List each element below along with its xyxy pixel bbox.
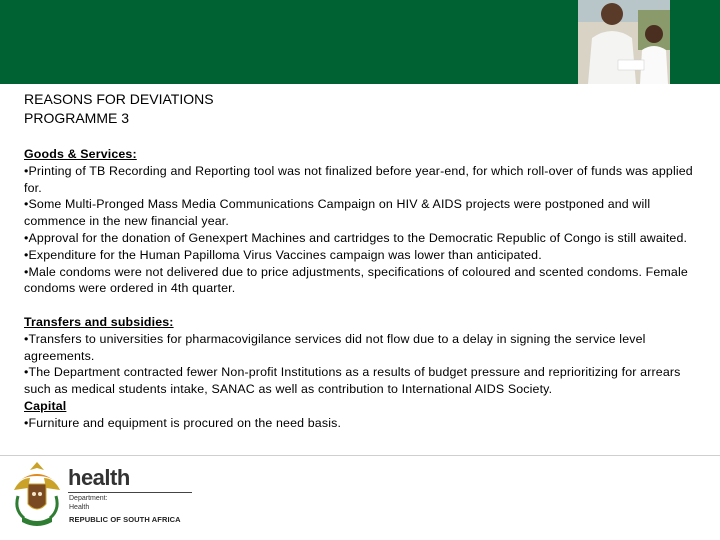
logo-rule (68, 492, 192, 493)
coat-of-arms-icon (10, 460, 64, 528)
transfers-heading: Transfers and subsidies: (24, 314, 174, 329)
footer-divider (0, 455, 720, 456)
title-line-1: REASONS FOR DEVIATIONS (24, 91, 214, 107)
goods-heading: Goods & Services: (24, 147, 137, 161)
capital-item: •Furniture and equipment is procured on the need basis. (24, 415, 342, 430)
transfers-item: •The Department contracted fewer Non-profit Institutions as a results of budget pressure and reprioritizing for arrears such as medical students intake, SANAC as well as contribution to International AIDS Society. (24, 365, 681, 397)
logo-department-label: Department: (69, 495, 108, 502)
logo-republic-label: REPUBLIC OF SOUTH AFRICA (69, 515, 181, 524)
slide-title (24, 90, 214, 128)
goods-item: •Printing of TB Recording and Reporting tool was not finalized before year-end, for which roll-over of funds was applied for. (24, 163, 693, 195)
goods-item: •Expenditure for the Human Papilloma Virus Vaccines campaign was lower than anticipated. (24, 247, 542, 262)
transfers-item: •Transfers to universities for pharmacovigilance services did not flow due to a delay in signing the service level agreements. (24, 331, 646, 363)
header-photo (578, 0, 670, 84)
health-logo-word: health (68, 465, 130, 490)
goods-item: •Male condoms were not delivered due to price adjustments, specifications of coloured and scented condoms. Female condoms were ordered in 4th quarter. (24, 264, 688, 296)
logo-health-label: Health (69, 504, 90, 511)
goods-item: •Some Multi-Pronged Mass Media Communications Campaign on HIV & AIDS projects were postponed and will commence in the new financial year. (24, 197, 651, 229)
title-line-2: PROGRAMME 3 (24, 110, 130, 126)
section-spacer (24, 297, 708, 314)
capital-heading: Capital (24, 398, 67, 413)
slide-body (24, 146, 708, 432)
goods-item: •Approval for the donation of Genexpert Machines and cartridges to the Democratic Republic of Congo is still awaited. (24, 230, 688, 245)
